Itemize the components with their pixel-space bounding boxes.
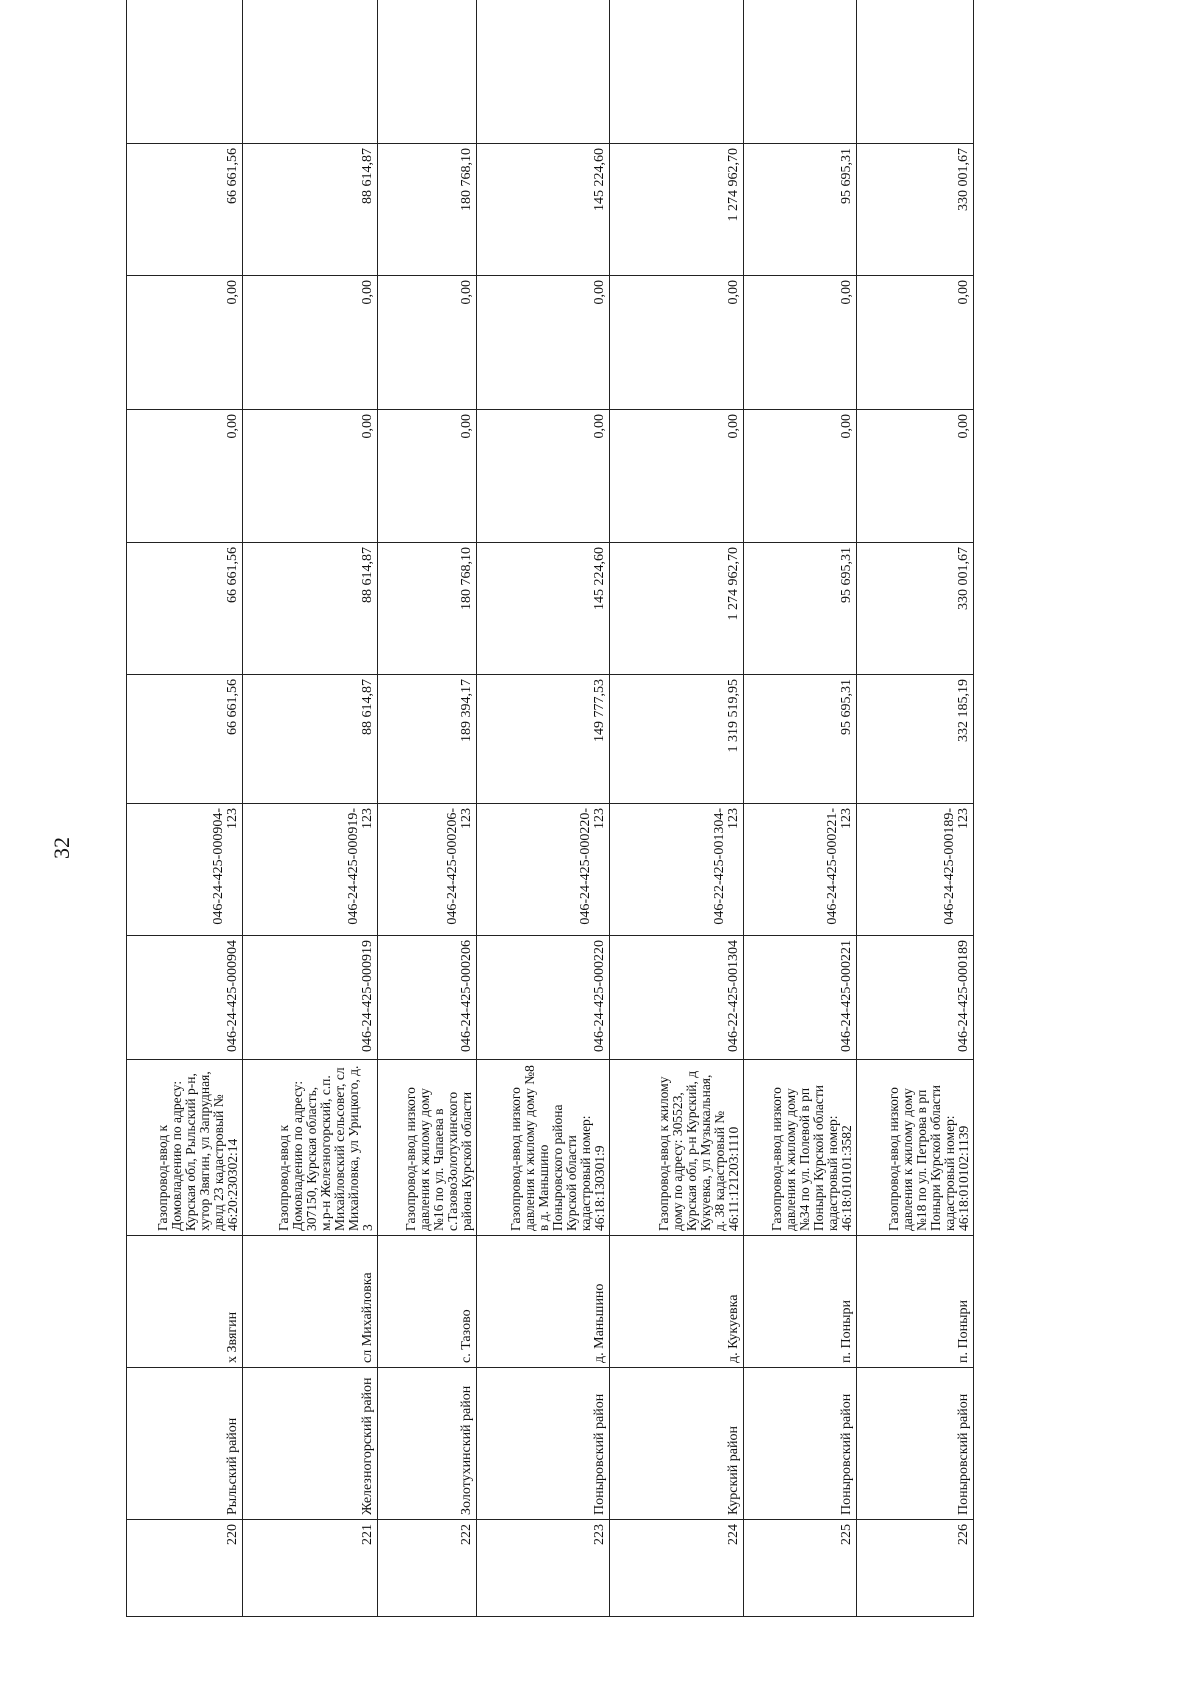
value-cell-1: 66 661,56 (127, 675, 243, 804)
locality-cell: д. Кукуевка (609, 1236, 744, 1368)
value-cell-3: 0,00 (609, 410, 744, 543)
value-cell-2: 330 001,67 (856, 543, 973, 675)
value-cell-6 (242, 0, 377, 144)
inventory-code-cell: 046-24-425-000189-123 (856, 804, 973, 936)
value-cell-5: 88 614,87 (242, 144, 377, 276)
value-cell-3: 0,00 (856, 410, 973, 543)
row-number: 225 (744, 1520, 856, 1617)
description-cell: Газопровод-ввод к жилому дому по адресу: 305523, Курская обл, р-н Курский, д Кукуевка, ул Музыкальная, д. 38 кадастровый № 46:11:121203:1110 (609, 1060, 744, 1236)
value-cell-3: 0,00 (242, 410, 377, 543)
row-number: 223 (476, 1520, 609, 1617)
value-cell-3: 0,00 (377, 410, 476, 543)
object-code-cell: 046-24-425-000919 (242, 936, 377, 1060)
object-code-cell: 046-24-425-000189 (856, 936, 973, 1060)
value-cell-1: 1 319 519,95 (609, 675, 744, 804)
value-cell-5: 95 695,31 (744, 144, 856, 276)
description-cell: Газопровод-ввод к Домовладению по адресу: 307150, Курская область, м.р-н Железногорский, с.п. Михайловский сельсовет, сл Михайловка, ул Урицкого, д. 3 (242, 1060, 377, 1236)
district-cell: Поныровский район (476, 1368, 609, 1520)
object-code-cell: 046-24-425-000206 (377, 936, 476, 1060)
value-cell-2: 88 614,87 (242, 543, 377, 675)
description-cell: Газопровод-ввод низкого давления к жилому дому №8 в д. Маньшино Поныровского района Курской области кадастровый номер: 46:18:130301:9 (476, 1060, 609, 1236)
table-row (377, 0, 476, 1617)
row-number: 221 (242, 1520, 377, 1617)
value-cell-5: 180 768,10 (377, 144, 476, 276)
table-row (127, 0, 243, 1617)
table-row (856, 0, 973, 1617)
district-cell: Курский район (609, 1368, 744, 1520)
value-cell-6 (856, 0, 973, 144)
locality-cell: сл Михайловка (242, 1236, 377, 1368)
description-cell: Газопровод-ввод низкого давления к жилому дому №18 по ул. Петрова в рп Поныри Курской области кадастровый номер: 46:18:010102:1139 (856, 1060, 973, 1236)
locality-cell: п. Поныри (856, 1236, 973, 1368)
value-cell-2: 1 274 962,70 (609, 543, 744, 675)
object-code-cell: 046-24-425-000904 (127, 936, 243, 1060)
value-cell-4: 0,00 (476, 276, 609, 410)
value-cell-3: 0,00 (744, 410, 856, 543)
page-number: 32 (49, 837, 74, 859)
gas-pipeline-table (126, 0, 974, 1617)
value-cell-5: 330 001,67 (856, 144, 973, 276)
value-cell-1: 95 695,31 (744, 675, 856, 804)
value-cell-6 (744, 0, 856, 144)
description-cell: Газопровод-ввод к Домовладению по адресу: Курская обл, Рыльский р-н, хутор Звягин, ул Запрудная, двлд 23 кадастровый № 46:20:230302:14 (127, 1060, 243, 1236)
locality-cell: с. Тазово (377, 1236, 476, 1368)
description-cell: Газопровод-ввод низкого давления к жилому дому №34 по ул. Полевой в рп Поныри Курской области кадастровый номер: 46:18:010101:3582 (744, 1060, 856, 1236)
inventory-code-cell: 046-24-425-000206-123 (377, 804, 476, 936)
value-cell-4: 0,00 (127, 276, 243, 410)
object-code-cell: 046-22-425-001304 (609, 936, 744, 1060)
value-cell-5: 1 274 962,70 (609, 144, 744, 276)
value-cell-4: 0,00 (377, 276, 476, 410)
value-cell-1: 149 777,53 (476, 675, 609, 804)
table-row (744, 0, 856, 1617)
value-cell-2: 95 695,31 (744, 543, 856, 675)
object-code-cell: 046-24-425-000221 (744, 936, 856, 1060)
value-cell-2: 145 224,60 (476, 543, 609, 675)
description-cell: Газопровод-ввод низкого давления к жилому дому №16 по ул. Чапаева в с.ТазовоЗолотухинского района Курской области (377, 1060, 476, 1236)
row-number: 220 (127, 1520, 243, 1617)
value-cell-1: 189 394,17 (377, 675, 476, 804)
inventory-code-cell: 046-24-425-000221-123 (744, 804, 856, 936)
table-row (242, 0, 377, 1617)
row-number: 226 (856, 1520, 973, 1617)
district-cell: Золотухинский район (377, 1368, 476, 1520)
row-number: 224 (609, 1520, 744, 1617)
value-cell-3: 0,00 (476, 410, 609, 543)
locality-cell: х Звягин (127, 1236, 243, 1368)
object-code-cell: 046-24-425-000220 (476, 936, 609, 1060)
district-cell: Поныровский район (856, 1368, 973, 1520)
rotated-table-wrapper (126, 59, 974, 1617)
district-cell: Железногорский район (242, 1368, 377, 1520)
row-number: 222 (377, 1520, 476, 1617)
value-cell-4: 0,00 (856, 276, 973, 410)
value-cell-5: 66 661,56 (127, 144, 243, 276)
table-body (127, 0, 974, 1617)
value-cell-6 (377, 0, 476, 144)
inventory-code-cell: 046-24-425-000919-123 (242, 804, 377, 936)
locality-cell: п. Поныри (744, 1236, 856, 1368)
locality-cell: д. Маньшино (476, 1236, 609, 1368)
inventory-code-cell: 046-24-425-000904-123 (127, 804, 243, 936)
table-row (476, 0, 609, 1617)
inventory-code-cell: 046-22-425-001304-123 (609, 804, 744, 936)
value-cell-4: 0,00 (242, 276, 377, 410)
value-cell-2: 180 768,10 (377, 543, 476, 675)
value-cell-6 (127, 0, 243, 144)
district-cell: Поныровский район (744, 1368, 856, 1520)
value-cell-1: 332 185,19 (856, 675, 973, 804)
value-cell-3: 0,00 (127, 410, 243, 543)
table-row (609, 0, 744, 1617)
inventory-code-cell: 046-24-425-000220-123 (476, 804, 609, 936)
value-cell-5: 145 224,60 (476, 144, 609, 276)
value-cell-6 (609, 0, 744, 144)
value-cell-6 (476, 0, 609, 144)
district-cell: Рыльский район (127, 1368, 243, 1520)
value-cell-1: 88 614,87 (242, 675, 377, 804)
value-cell-4: 0,00 (744, 276, 856, 410)
value-cell-4: 0,00 (609, 276, 744, 410)
value-cell-2: 66 661,56 (127, 543, 243, 675)
